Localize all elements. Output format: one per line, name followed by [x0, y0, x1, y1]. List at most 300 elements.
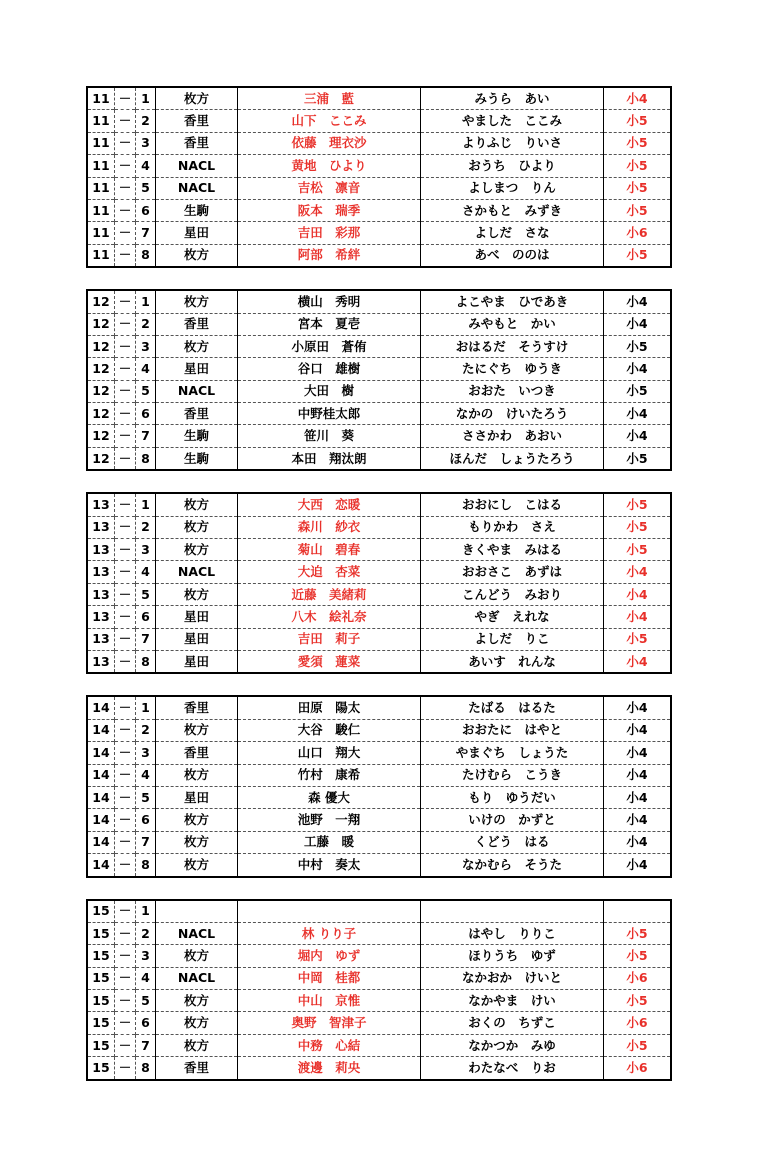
heat-table	[86, 492, 672, 674]
heat-separator: －	[115, 650, 136, 673]
entry-row	[87, 222, 671, 244]
swimmer-kana: さかもと みずき	[421, 199, 604, 221]
swimmer-kana: おおたに はやと	[421, 719, 604, 741]
lane-number: 3	[136, 335, 156, 357]
swimmer-kana: なかの けいたろう	[421, 403, 604, 425]
lane-number: 2	[136, 110, 156, 132]
team-name: 枚方	[156, 990, 238, 1012]
grade: 小4	[604, 561, 672, 583]
swimmer-kana: たにぐち ゆうき	[421, 358, 604, 380]
lane-number: 4	[136, 967, 156, 989]
team-name: 星田	[156, 606, 238, 628]
heat-number: 13	[87, 561, 115, 583]
swimmer-name: 依藤 理衣沙	[238, 132, 421, 154]
grade: 小4	[604, 425, 672, 447]
team-name: 星田	[156, 628, 238, 650]
grade: 小5	[604, 539, 672, 561]
grade: 小5	[626, 496, 648, 512]
heat-number: 14	[87, 786, 115, 808]
heat-number: 13	[87, 516, 115, 538]
swimmer-name: 中山 京惟	[238, 990, 421, 1012]
entry-row	[87, 561, 671, 583]
lane-number: 4	[136, 764, 156, 786]
team-name: 星田	[156, 786, 238, 808]
heat-separator: －	[115, 493, 136, 516]
heat-separator: －	[115, 380, 136, 402]
swimmer-name: 吉松 凛音	[238, 177, 421, 199]
heat-separator: －	[115, 177, 136, 199]
grade: 小4	[604, 583, 672, 605]
swimmer-kana: よしだ さな	[421, 222, 604, 244]
grade: 小5	[604, 990, 672, 1012]
grade: 小5	[604, 155, 672, 177]
heat-table	[86, 86, 672, 268]
lane-number: 5	[136, 177, 156, 199]
heat-separator: －	[115, 854, 136, 877]
heat-number: 13	[87, 628, 115, 650]
grade: 小5	[604, 335, 672, 357]
team-name: 香里	[156, 403, 238, 425]
entry-row	[87, 516, 671, 538]
lane-number: 6	[136, 403, 156, 425]
entry-row	[87, 764, 671, 786]
grade: 小4	[604, 358, 672, 380]
heat-number: 11	[87, 177, 115, 199]
lane-number: 7	[136, 628, 156, 650]
entry-row	[87, 990, 671, 1012]
swimmer-name: 竹村 康希	[238, 764, 421, 786]
heat-separator: －	[115, 561, 136, 583]
swimmer-name: 森川 紗衣	[238, 516, 421, 538]
entry-row	[87, 539, 671, 561]
grade: 小5	[604, 244, 672, 267]
grade: 小4	[604, 650, 672, 673]
swimmer-name: 中野桂太郎	[238, 403, 421, 425]
lane-number: 1	[136, 493, 156, 516]
swimmer-kana: あいす れんな	[421, 650, 604, 673]
entry-row	[87, 199, 671, 221]
grade: 小5	[604, 516, 672, 538]
heat-separator: －	[115, 831, 136, 853]
team-name: 枚方	[156, 719, 238, 741]
lane-number: 6	[136, 199, 156, 221]
heat-separator: －	[115, 1034, 136, 1056]
swimmer-name: 近藤 美緒莉	[238, 583, 421, 605]
swimmer-name: 工藤 暖	[238, 831, 421, 853]
heat-separator: －	[115, 606, 136, 628]
swimmer-name	[238, 900, 421, 923]
team-name: 枚方	[156, 764, 238, 786]
swimmer-name: 阿部 希絆	[238, 244, 421, 267]
team-name: 枚方	[156, 1012, 238, 1034]
heat-separator: －	[115, 742, 136, 764]
grade	[604, 900, 672, 923]
entry-row	[87, 87, 671, 110]
heat-number: 11	[87, 244, 115, 267]
entry-row	[87, 1012, 671, 1034]
swimmer-kana: なかやま けい	[421, 990, 604, 1012]
grade: 小4	[604, 786, 672, 808]
swimmer-name: 菊山 碧春	[238, 539, 421, 561]
swimmer-name: 渡邊 莉央	[238, 1057, 421, 1080]
swimmer-name: 吉田 彩那	[238, 222, 421, 244]
heat-separator: －	[115, 922, 136, 944]
heat-number: 12	[87, 403, 115, 425]
entry-row	[87, 786, 671, 808]
grade: 小5	[604, 110, 672, 132]
swimmer-kana: よこやま ひであき	[421, 290, 604, 313]
entry-row	[87, 650, 671, 673]
heat-number: 14	[87, 764, 115, 786]
lane-number: 2	[136, 719, 156, 741]
heat-number: 11	[87, 222, 115, 244]
swimmer-kana: もりかわ さえ	[421, 516, 604, 538]
entry-row	[87, 967, 671, 989]
entry-row	[87, 719, 671, 741]
heat-number: 13	[87, 583, 115, 605]
swimmer-name: 森 優大	[238, 786, 421, 808]
heat-table	[86, 695, 672, 877]
heat-separator: －	[115, 786, 136, 808]
heat-table	[86, 899, 672, 1081]
team-name: 星田	[156, 650, 238, 673]
entry-row	[87, 831, 671, 853]
heat-number: 14	[87, 719, 115, 741]
heat-number: 11	[87, 199, 115, 221]
heat-separator: －	[115, 425, 136, 447]
heat-separator: －	[115, 358, 136, 380]
swimmer-name: 谷口 雄樹	[238, 358, 421, 380]
swimmer-kana: たばる はるた	[421, 696, 604, 719]
lane-number: 2	[136, 313, 156, 335]
team-name: 枚方	[156, 809, 238, 831]
entry-row	[87, 403, 671, 425]
swimmer-kana: おうち ひより	[421, 155, 604, 177]
heat-separator: －	[115, 583, 136, 605]
team-name: 枚方	[156, 539, 238, 561]
swimmer-kana: はやし りりこ	[421, 922, 604, 944]
entry-row	[87, 290, 671, 313]
grade: 小5	[604, 199, 672, 221]
entry-row	[87, 1057, 671, 1080]
swimmer-kana: くどう はる	[421, 831, 604, 853]
lane-number: 3	[136, 539, 156, 561]
lane-number: 8	[136, 1057, 156, 1080]
swimmer-kana: おおさこ あずは	[421, 561, 604, 583]
swimmer-name: 大田 樹	[238, 380, 421, 402]
heat-separator: －	[115, 719, 136, 741]
swimmer-kana: おくの ちずこ	[421, 1012, 604, 1034]
team-name: NACL	[156, 177, 238, 199]
lane-number: 8	[136, 447, 156, 470]
team-name: 枚方	[156, 493, 238, 516]
entry-row	[87, 900, 671, 923]
heat-sheet	[86, 86, 672, 1102]
heat-number: 15	[87, 922, 115, 944]
swimmer-kana: なかつか みゆ	[421, 1034, 604, 1056]
swimmer-name: 田原 陽太	[238, 696, 421, 719]
lane-number: 1	[136, 290, 156, 313]
heat-number: 11	[87, 155, 115, 177]
team-name: 生駒	[156, 199, 238, 221]
swimmer-name: 吉田 莉子	[238, 628, 421, 650]
team-name: NACL	[156, 561, 238, 583]
grade: 小4	[604, 742, 672, 764]
lane-number: 5	[136, 583, 156, 605]
heat-separator: －	[115, 447, 136, 470]
swimmer-name: 横山 秀明	[238, 290, 421, 313]
entry-row	[87, 177, 671, 199]
grade: 小5	[604, 922, 672, 944]
heat-separator: －	[115, 199, 136, 221]
lane-number: 3	[136, 742, 156, 764]
heat-number: 13	[87, 606, 115, 628]
heat-number: 13	[87, 650, 115, 673]
swimmer-kana: なかおか けいと	[421, 967, 604, 989]
swimmer-kana: あべ ののは	[421, 244, 604, 267]
swimmer-name: 大西 恋暖	[238, 493, 421, 516]
swimmer-name: 堀内 ゆず	[238, 945, 421, 967]
grade: 小4	[604, 606, 672, 628]
swimmer-kana: やました ここみ	[421, 110, 604, 132]
heat-separator: －	[115, 696, 136, 719]
heat-separator: －	[115, 110, 136, 132]
swimmer-name: 八木 絵礼奈	[238, 606, 421, 628]
heat-number: 15	[87, 1057, 115, 1080]
grade: 小4	[604, 831, 672, 853]
swimmer-name: 笹川 葵	[238, 425, 421, 447]
lane-number: 8	[136, 244, 156, 267]
heat-number: 15	[87, 967, 115, 989]
grade: 小6	[604, 1012, 672, 1034]
swimmer-kana: おおた いつき	[421, 380, 604, 402]
lane-number: 1	[136, 87, 156, 110]
entry-row	[87, 380, 671, 402]
team-name: 生駒	[156, 447, 238, 470]
heat-number: 14	[87, 831, 115, 853]
swimmer-kana	[421, 900, 604, 923]
heat-separator: －	[115, 87, 136, 110]
swimmer-kana: みやもと かい	[421, 313, 604, 335]
swimmer-kana: ささかわ あおい	[421, 425, 604, 447]
swimmer-name: 林 りり子	[238, 922, 421, 944]
grade: 小5	[604, 628, 672, 650]
heat-number: 12	[87, 290, 115, 313]
swimmer-kana: なかむら そうた	[421, 854, 604, 877]
team-name: 枚方	[156, 1034, 238, 1056]
lane-number: 3	[136, 945, 156, 967]
entry-row	[87, 313, 671, 335]
grade: 小4	[626, 293, 648, 309]
lane-number: 2	[136, 516, 156, 538]
heat-number: 12	[87, 335, 115, 357]
heat-separator: －	[115, 539, 136, 561]
swimmer-name: 山下 ここみ	[238, 110, 421, 132]
swimmer-kana: やぎ えれな	[421, 606, 604, 628]
lane-number: 5	[136, 380, 156, 402]
heat-number: 13	[87, 493, 115, 516]
entry-row	[87, 447, 671, 470]
swimmer-name: 黄地 ひより	[238, 155, 421, 177]
team-name: 星田	[156, 358, 238, 380]
entry-row	[87, 244, 671, 267]
team-name: 星田	[156, 222, 238, 244]
swimmer-name: 阪本 瑞季	[238, 199, 421, 221]
swimmer-kana: わたなべ りお	[421, 1057, 604, 1080]
entry-row	[87, 425, 671, 447]
grade: 小4	[604, 764, 672, 786]
swimmer-name: 池野 一翔	[238, 809, 421, 831]
swimmer-name: 三浦 藍	[238, 87, 421, 110]
entry-row	[87, 155, 671, 177]
heat-number: 14	[87, 809, 115, 831]
heat-separator: －	[115, 967, 136, 989]
team-name: 枚方	[156, 244, 238, 267]
swimmer-kana: きくやま みはる	[421, 539, 604, 561]
entry-row	[87, 335, 671, 357]
heat-table	[86, 289, 672, 471]
swimmer-name: 小原田 蒼侑	[238, 335, 421, 357]
swimmer-kana: みうら あい	[421, 87, 604, 110]
team-name: 枚方	[156, 290, 238, 313]
team-name	[156, 900, 238, 923]
entry-row	[87, 742, 671, 764]
lane-number: 6	[136, 1012, 156, 1034]
swimmer-kana: ほりうち ゆず	[421, 945, 604, 967]
lane-number: 5	[136, 786, 156, 808]
grade: 小5	[604, 1034, 672, 1056]
entry-row	[87, 922, 671, 944]
heat-number: 15	[87, 945, 115, 967]
heat-separator: －	[115, 764, 136, 786]
grade: 小5	[604, 132, 672, 154]
swimmer-name: 愛須 蓮菜	[238, 650, 421, 673]
heat-number: 15	[87, 1034, 115, 1056]
entry-row	[87, 628, 671, 650]
swimmer-kana: やまぐち しょうた	[421, 742, 604, 764]
grade: 小6	[604, 222, 672, 244]
heat-number: 15	[87, 900, 115, 923]
heat-number: 14	[87, 696, 115, 719]
swimmer-kana: ほんだ しょうたろう	[421, 447, 604, 470]
swimmer-name: 中村 奏太	[238, 854, 421, 877]
grade: 小4	[626, 700, 648, 716]
grade: 小4	[604, 719, 672, 741]
swimmer-name: 中務 心結	[238, 1034, 421, 1056]
heat-number: 13	[87, 539, 115, 561]
grade: 小6	[604, 967, 672, 989]
heat-number: 15	[87, 1012, 115, 1034]
grade: 小6	[604, 1057, 672, 1080]
heat-separator: －	[115, 1012, 136, 1034]
team-name: 枚方	[156, 516, 238, 538]
heat-separator: －	[115, 132, 136, 154]
heat-separator: －	[115, 313, 136, 335]
entry-row	[87, 110, 671, 132]
entry-row	[87, 809, 671, 831]
lane-number: 3	[136, 132, 156, 154]
team-name: 香里	[156, 696, 238, 719]
entry-row	[87, 132, 671, 154]
lane-number: 7	[136, 425, 156, 447]
swimmer-kana: もり ゆうだい	[421, 786, 604, 808]
grade: 小5	[604, 177, 672, 199]
heat-number: 14	[87, 742, 115, 764]
entry-row	[87, 945, 671, 967]
team-name: 枚方	[156, 87, 238, 110]
lane-number: 7	[136, 1034, 156, 1056]
heat-separator: －	[115, 155, 136, 177]
heat-separator: －	[115, 990, 136, 1012]
heat-separator: －	[115, 900, 136, 923]
team-name: 枚方	[156, 583, 238, 605]
swimmer-kana: たけむら こうき	[421, 764, 604, 786]
team-name: 枚方	[156, 854, 238, 877]
team-name: NACL	[156, 380, 238, 402]
team-name: 香里	[156, 110, 238, 132]
lane-number: 4	[136, 155, 156, 177]
grade: 小4	[604, 854, 672, 877]
grade: 小4	[604, 403, 672, 425]
swimmer-name: 宮本 夏壱	[238, 313, 421, 335]
lane-number: 7	[136, 831, 156, 853]
lane-number: 6	[136, 809, 156, 831]
swimmer-kana: こんどう みおり	[421, 583, 604, 605]
swimmer-name: 大谷 駿仁	[238, 719, 421, 741]
heat-separator: －	[115, 335, 136, 357]
heat-number: 12	[87, 425, 115, 447]
team-name: 香里	[156, 132, 238, 154]
lane-number: 4	[136, 561, 156, 583]
heat-separator: －	[115, 222, 136, 244]
team-name: 生駒	[156, 425, 238, 447]
heat-number: 11	[87, 132, 115, 154]
swimmer-kana: おはるだ そうすけ	[421, 335, 604, 357]
team-name: NACL	[156, 967, 238, 989]
heat-number: 12	[87, 313, 115, 335]
swimmer-kana: よりふじ りいさ	[421, 132, 604, 154]
swimmer-name: 奥野 智津子	[238, 1012, 421, 1034]
heat-number: 12	[87, 447, 115, 470]
team-name: NACL	[156, 155, 238, 177]
heat-separator: －	[115, 516, 136, 538]
heat-separator: －	[115, 290, 136, 313]
grade: 小5	[604, 447, 672, 470]
team-name: 枚方	[156, 945, 238, 967]
swimmer-name: 本田 翔汰朗	[238, 447, 421, 470]
lane-number: 2	[136, 922, 156, 944]
grade: 小5	[604, 945, 672, 967]
heat-separator: －	[115, 244, 136, 267]
swimmer-name: 山口 翔大	[238, 742, 421, 764]
swimmer-name: 大迫 杏菜	[238, 561, 421, 583]
entry-row	[87, 606, 671, 628]
heat-separator: －	[115, 809, 136, 831]
grade: 小4	[604, 313, 672, 335]
swimmer-kana: よしだ りこ	[421, 628, 604, 650]
heat-separator: －	[115, 1057, 136, 1080]
team-name: 枚方	[156, 335, 238, 357]
lane-number: 5	[136, 990, 156, 1012]
entry-row	[87, 493, 671, 516]
heat-number: 11	[87, 110, 115, 132]
entry-row	[87, 854, 671, 877]
team-name: NACL	[156, 922, 238, 944]
swimmer-kana: おおにし こはる	[421, 493, 604, 516]
lane-number: 6	[136, 606, 156, 628]
lane-number: 1	[136, 900, 156, 923]
heat-separator: －	[115, 403, 136, 425]
